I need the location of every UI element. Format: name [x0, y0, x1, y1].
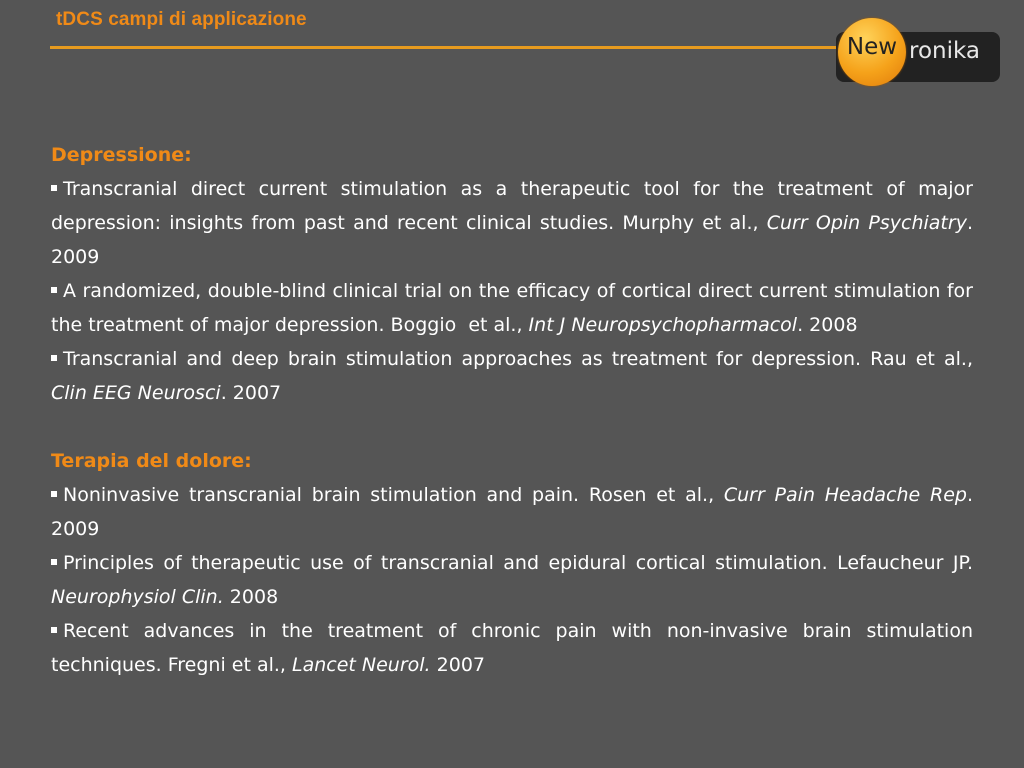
reference-text: Noninvasive transcranial brain stimulation and pain. Rosen et al., [63, 484, 724, 506]
reference-text: Transcranial and deep brain stimulation approaches as treatment for depression. Rau et al., [63, 348, 973, 370]
newronika-logo [830, 18, 1010, 88]
reference-year: 2007 [430, 654, 486, 676]
reference-year: . 2007 [220, 382, 282, 404]
journal-name: Curr Opin Psychiatry [766, 212, 967, 234]
reference-text: Recent advances in the treatment of chronic pain with non-invasive brain stimulation techniques. Fregni et al., [51, 620, 973, 676]
reference-entry [51, 478, 973, 546]
square-bullet-icon [51, 559, 57, 565]
reference-text: Principles of therapeutic use of transcranial and epidural cortical stimulation. Lefaucheur JP. [63, 552, 973, 574]
journal-name: Clin EEG Neurosci [51, 382, 221, 404]
journal-name: Int J Neuropsychopharmacol [528, 314, 798, 336]
reference-entry [51, 546, 973, 614]
section-spacer [51, 410, 973, 444]
reference-year: . 2009 [51, 212, 973, 268]
journal-name: Lancet Neurol. [292, 654, 431, 676]
reference-entry [51, 614, 973, 682]
reference-entry [51, 172, 973, 274]
journal-name: Curr Pain Headache Rep [723, 484, 967, 506]
square-bullet-icon [51, 287, 57, 293]
reference-text: Transcranial direct current stimulation as a therapeutic tool for the treatment of major depression: insights from past and recent clinical studies. Murphy et al., [51, 178, 973, 234]
slide-title: tDCS campi di applicazione [56, 9, 307, 30]
square-bullet-icon [51, 627, 57, 633]
reference-entry [51, 274, 980, 342]
reference-year: . 2009 [51, 484, 973, 540]
logo-text-new: New [846, 34, 898, 60]
reference-year: 2008 [223, 586, 279, 608]
reference-entry [51, 342, 973, 410]
slide-content [51, 138, 980, 682]
square-bullet-icon [51, 491, 57, 497]
section-heading-depressione: Depressione: [51, 144, 192, 166]
journal-name: Neurophysiol Clin. [51, 586, 224, 608]
square-bullet-icon [51, 185, 57, 191]
section-heading-terapia-del-dolore: Terapia del dolore: [51, 450, 252, 472]
logo-text-ronika: ronika [909, 38, 980, 64]
title-divider [50, 46, 850, 49]
reference-text: A randomized, double-blind clinical trial on the efficacy of cortical direct current stimulation for the treatment of major depression. Boggio et al., [51, 280, 980, 336]
square-bullet-icon [51, 355, 57, 361]
reference-year: . 2008 [797, 314, 858, 336]
